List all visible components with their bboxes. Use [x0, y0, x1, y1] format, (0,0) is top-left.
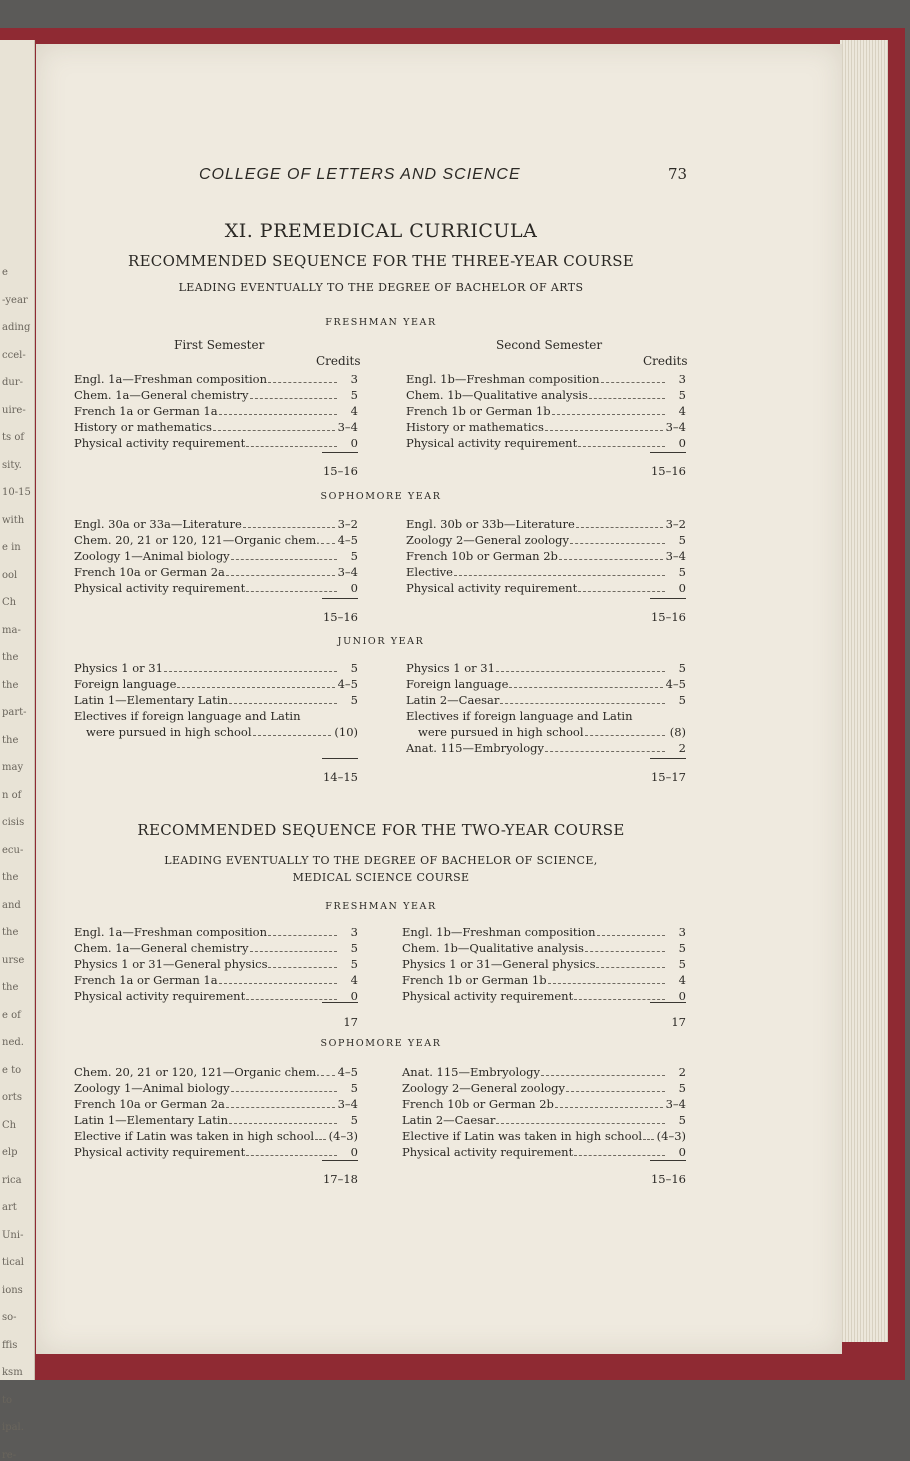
leader-dots: [250, 951, 337, 952]
total-rule: [650, 1160, 686, 1161]
left-page-text-fragment: ma-: [2, 624, 21, 636]
course-credits: 4: [678, 404, 686, 418]
course-row: [74, 972, 358, 988]
leader-dots: [555, 1107, 663, 1108]
course-row: [74, 956, 358, 972]
course-row: [402, 1064, 686, 1080]
course-credits: 3–4: [337, 420, 358, 434]
leader-dots: [570, 543, 665, 544]
course-name: Latin 2—Caesar: [406, 693, 500, 707]
course-row: [74, 1080, 358, 1096]
course-name: Latin 2—Caesar: [402, 1113, 496, 1127]
second-semester-label: Second Semester: [496, 338, 603, 352]
course-credits: 5: [678, 957, 686, 971]
left-page-text-fragment: so-: [2, 1312, 17, 1323]
left-page-text-fragment: ecu-: [2, 844, 24, 856]
course-row: [406, 532, 686, 548]
leader-dots: [578, 591, 665, 592]
leader-dots: [229, 703, 337, 704]
leader-dots: [219, 414, 337, 415]
course-credits: 5: [350, 1113, 358, 1127]
course-name: French 1a or German 1a: [74, 973, 218, 987]
course-row: [74, 435, 358, 451]
course-row: [74, 988, 358, 1004]
leader-dots: [578, 446, 665, 447]
left-page-text-fragment: the: [2, 652, 19, 663]
credits-total: 15–16: [650, 610, 686, 624]
leader-dots: [548, 983, 665, 984]
leader-dots: [315, 1139, 326, 1140]
course-name: Physics 1 or 31: [74, 661, 163, 675]
junior-left-electives-line2: were pursued in high school (10): [86, 725, 358, 739]
book-page: [36, 44, 842, 1354]
three-year-heading: RECOMMENDED SEQUENCE FOR THE THREE-YEAR COURSE: [127, 252, 635, 270]
left-page-text-fragment: cisis: [2, 817, 25, 828]
course-name: Physics 1 or 31: [406, 661, 495, 675]
page-edges: [840, 40, 888, 1342]
course-row: [74, 580, 358, 596]
two-year-heading: RECOMMENDED SEQUENCE FOR THE TWO-YEAR COURSE: [137, 821, 625, 839]
course-name: Engl. 30a or 33a—Literature: [74, 517, 242, 531]
course-row: [406, 387, 686, 403]
course-name: Physical activity requirement: [74, 989, 246, 1003]
credits-total: 17–18: [322, 1172, 358, 1186]
course-row: [402, 1128, 686, 1144]
course-credits: 5: [350, 957, 358, 971]
course-row: [74, 1064, 358, 1080]
two-year-subheading-line2: MEDICAL SCIENCE COURSE: [292, 871, 470, 884]
leader-dots: [541, 1075, 665, 1076]
course-name: Latin 1—Elementary Latin: [74, 1113, 228, 1127]
course-name: Zoology 2—General zoology: [402, 1081, 566, 1095]
first-semester-label: First Semester: [174, 338, 265, 352]
leader-dots: [213, 430, 335, 431]
course-row: [402, 972, 686, 988]
course-credits: 3–4: [337, 565, 358, 579]
course-name: French 10a or German 2a: [74, 1097, 225, 1111]
course-row: [406, 548, 686, 564]
leader-dots: [268, 382, 337, 383]
leader-dots: [559, 559, 663, 560]
leader-dots: [585, 951, 665, 952]
leader-dots: [321, 543, 335, 544]
course-credits: 4–5: [337, 1065, 358, 1079]
leader-dots: [243, 527, 335, 528]
course-name: Engl. 30b or 33b—Literature: [406, 517, 575, 531]
credits-label-right: Credits: [643, 354, 688, 368]
course-name: Zoology 1—Animal biology: [74, 1081, 230, 1095]
leader-dots: [574, 1155, 665, 1156]
left-page-text-fragment: re-: [2, 1449, 17, 1461]
course-name: French 1a or German 1a: [74, 404, 218, 418]
leader-dots: [454, 575, 665, 576]
course-credits: 3–2: [665, 517, 686, 531]
course-row: [402, 988, 686, 1004]
course-row: [402, 924, 686, 940]
course-name: Engl. 1a—Freshman composition: [74, 925, 268, 939]
left-page-text-fragment: ts of: [2, 432, 25, 443]
running-head-title: COLLEGE OF LETTERS AND SCIENCE: [199, 166, 521, 183]
course-name: French 1b or German 1b: [402, 973, 547, 987]
leader-dots: [226, 1107, 335, 1108]
course-row: [406, 660, 686, 676]
course-credits: 5: [678, 693, 686, 707]
left-page-text-fragment: 10-15: [2, 487, 31, 498]
left-page-text-fragment: the: [2, 679, 19, 691]
left-page-text-fragment: Ch: [2, 1119, 17, 1131]
leader-dots: [321, 1075, 335, 1076]
course-row: [74, 676, 358, 692]
course-row: [74, 516, 358, 532]
course-row: [74, 1112, 358, 1128]
course-name: Physical activity requirement: [74, 1145, 246, 1159]
course-row: [406, 419, 686, 435]
left-page-edge: [0, 40, 35, 1461]
course-name: Foreign language: [406, 677, 509, 691]
course-row: [406, 580, 686, 596]
course-row: [402, 1112, 686, 1128]
left-page-text-fragment: part-: [2, 707, 27, 718]
credits-label-left: Credits: [316, 354, 361, 368]
course-row: [406, 692, 686, 708]
course-name: Physics 1 or 31—General physics: [74, 957, 268, 971]
course-name: Anat. 115—Embryology: [402, 1065, 540, 1079]
course-credits: 5: [350, 1081, 358, 1095]
course-name: Physical activity requirement: [406, 581, 578, 595]
course-credits: 3: [678, 372, 686, 386]
junior-right-electives-line2: were pursued in high school (8): [418, 725, 686, 739]
leader-dots: [268, 967, 337, 968]
course-credits: 3: [678, 925, 686, 939]
course-row: [406, 516, 686, 532]
page-number: 73: [668, 165, 688, 183]
course-credits: 4–5: [337, 677, 358, 691]
leader-dots: [246, 591, 337, 592]
course-name: Engl. 1a—Freshman composition: [74, 372, 268, 386]
course-credits: 0: [678, 989, 686, 1003]
left-page-text-fragment: ccel-: [2, 349, 26, 361]
course-row: [74, 1128, 358, 1144]
course-credits: (4–3): [328, 1129, 358, 1143]
course-credits: 4–5: [337, 533, 358, 547]
course-credits: 5: [678, 565, 686, 579]
course-name: Chem. 20, 21 or 120, 121—Organic chem.: [74, 533, 320, 547]
leader-dots: [268, 935, 337, 936]
course-row: [406, 403, 686, 419]
leader-dots: [164, 671, 337, 672]
leader-dots: [496, 1123, 665, 1124]
course-name: French 1b or German 1b: [406, 404, 551, 418]
two-year-sophomore-label: SOPHOMORE YEAR: [320, 1038, 442, 1049]
left-page-text-fragment: urse: [2, 954, 25, 966]
course-credits: 3–4: [665, 549, 686, 563]
left-page-text-fragment: Ch: [2, 597, 17, 608]
course-credits: 5: [350, 549, 358, 563]
leader-dots: [219, 983, 337, 984]
junior-right-electives-line1: Electives if foreign language and Latin: [406, 709, 633, 723]
course-name: Elective if Latin was taken in high school: [402, 1129, 643, 1143]
credits-total: 17: [671, 1015, 686, 1029]
course-credits: 5: [678, 661, 686, 675]
leader-dots: [246, 999, 337, 1000]
leader-dots: [226, 575, 335, 576]
course-credits: 3–4: [665, 1097, 686, 1111]
course-credits: 4: [678, 973, 686, 987]
course-row: [74, 419, 358, 435]
course-credits: 5: [678, 388, 686, 402]
leader-dots: [177, 687, 334, 688]
total-rule: [650, 452, 686, 453]
left-page-text-fragment: e of: [2, 1009, 21, 1021]
course-credits: 0: [678, 581, 686, 595]
left-page-text-fragment: to: [2, 1394, 13, 1406]
course-name: Physics 1 or 31—General physics: [402, 957, 596, 971]
course-row: [74, 924, 358, 940]
course-name: Chem. 1a—General chemistry: [74, 388, 249, 402]
course-row: [74, 1144, 358, 1160]
course-name: French 10a or German 2a: [74, 565, 225, 579]
course-name: Physical activity requirement: [74, 581, 246, 595]
total-rule: [322, 452, 358, 453]
left-page-text-fragment: with: [2, 514, 25, 526]
left-page-text-fragment: rica: [2, 1174, 22, 1186]
left-page-text-fragment: dur-: [2, 377, 24, 388]
course-credits: 0: [678, 1145, 686, 1159]
course-row: [402, 940, 686, 956]
left-page-text-fragment: the: [2, 872, 19, 883]
course-row: [74, 692, 358, 708]
junior-left-electives-line1: Electives if foreign language and Latin: [74, 709, 301, 723]
left-page-text-fragment: uire-: [2, 404, 26, 416]
left-page-text-fragment: ffis: [2, 1339, 18, 1351]
course-name: Zoology 2—General zoology: [406, 533, 570, 547]
course-name: Chem. 1b—Qualitative analysis: [406, 388, 588, 402]
course-credits: 5: [678, 533, 686, 547]
left-page-text-fragment: ions: [2, 1284, 23, 1296]
three-year-sophomore-label: SOPHOMORE YEAR: [320, 491, 442, 502]
course-credits: 3: [350, 372, 358, 386]
course-name: French 10b or German 2b: [402, 1097, 554, 1111]
leader-dots: [597, 935, 665, 936]
three-year-subheading: LEADING EVENTUALLY TO THE DEGREE OF BACHELOR OF ARTS: [178, 281, 584, 294]
left-page-text-fragment: ool: [2, 569, 18, 581]
left-page-text-fragment: may: [2, 762, 24, 773]
left-page-text-fragment: sity.: [2, 459, 22, 471]
two-year-subheading-line1: LEADING EVENTUALLY TO THE DEGREE OF BACHELOR OF SCIENCE,: [164, 854, 598, 867]
leader-dots: [589, 398, 665, 399]
left-page-text-fragment: ned.: [2, 1037, 24, 1048]
left-page-text-fragment: and: [2, 899, 21, 911]
total-rule: [322, 758, 358, 759]
credits-total: 15–16: [322, 610, 358, 624]
course-credits: 5: [678, 1113, 686, 1127]
course-name: History or mathematics: [406, 420, 544, 434]
left-page-text-fragment: the: [2, 734, 19, 746]
course-row: [406, 435, 686, 451]
left-page-text-fragment: ksm: [2, 1367, 23, 1378]
course-credits: 5: [678, 1081, 686, 1095]
course-credits: 3–4: [665, 420, 686, 434]
credits-total: 15–17: [650, 770, 686, 784]
left-page-text-fragment: e to: [2, 1064, 22, 1076]
total-rule: [650, 758, 686, 759]
course-row: [402, 1080, 686, 1096]
leader-dots: [552, 414, 665, 415]
leader-dots: [601, 382, 665, 383]
course-credits: 3–4: [337, 1097, 358, 1111]
course-row: [74, 371, 358, 387]
leader-dots: [500, 703, 665, 704]
total-rule: [322, 1002, 358, 1003]
course-name: Chem. 20, 21 or 120, 121—Organic chem.: [74, 1065, 320, 1079]
course-name: Physical activity requirement: [74, 436, 246, 450]
two-year-freshman-label: FRESHMAN YEAR: [325, 901, 437, 912]
leader-dots: [250, 398, 337, 399]
course-name: French 10b or German 2b: [406, 549, 558, 563]
left-page-text-fragment: e: [2, 267, 8, 278]
credits-total: 15–16: [322, 464, 358, 478]
course-row: [74, 387, 358, 403]
leader-dots: [566, 1091, 665, 1092]
total-rule: [322, 1160, 358, 1161]
left-page-text-fragment: orts: [2, 1092, 22, 1103]
course-credits: 0: [350, 989, 358, 1003]
course-credits: 5: [350, 941, 358, 955]
leader-dots: [509, 687, 662, 688]
leader-dots: [596, 967, 665, 968]
left-page-text-fragment: the: [2, 927, 19, 938]
section-title: XI. PREMEDICAL CURRICULA: [224, 220, 538, 242]
credits-total: 15–16: [650, 464, 686, 478]
leader-dots: [231, 1091, 337, 1092]
course-name: Elective if Latin was taken in high school: [74, 1129, 315, 1143]
left-page-text-fragment: ading: [2, 322, 31, 333]
course-row: [74, 532, 358, 548]
leader-dots: [496, 671, 665, 672]
left-page-text-fragment: -year: [2, 294, 28, 306]
leader-dots: [576, 527, 663, 528]
total-rule: [650, 1002, 686, 1003]
left-page-text-fragment: the: [2, 982, 19, 993]
credits-total: 17: [343, 1015, 358, 1029]
course-name: Chem. 1b—Qualitative analysis: [402, 941, 584, 955]
course-credits: (4–3): [656, 1129, 686, 1143]
leader-dots: [545, 430, 663, 431]
course-name: History or mathematics: [74, 420, 212, 434]
left-page-text-fragment: ipal.: [2, 1422, 24, 1433]
course-row: [74, 548, 358, 564]
leader-dots: [574, 999, 665, 1000]
course-name: Engl. 1b—Freshman composition: [406, 372, 600, 386]
course-name: Latin 1—Elementary Latin: [74, 693, 228, 707]
total-rule: [322, 598, 358, 599]
credits-total: 14–15: [322, 770, 358, 784]
course-credits: 4: [350, 973, 358, 987]
course-credits: 4: [350, 404, 358, 418]
course-credits: 4–5: [665, 677, 686, 691]
left-page-text-fragment: elp: [2, 1147, 18, 1158]
leader-dots: [231, 559, 337, 560]
left-page-text-fragment: art: [2, 1202, 17, 1213]
course-credits: 5: [350, 388, 358, 402]
course-row: [74, 403, 358, 419]
three-year-freshman-label: FRESHMAN YEAR: [325, 317, 437, 328]
course-credits: 5: [350, 693, 358, 707]
credits-total: 15–16: [650, 1172, 686, 1186]
course-name: Physical activity requirement: [406, 436, 578, 450]
course-row: [402, 956, 686, 972]
left-page-text-fragment: Uni-: [2, 1229, 24, 1241]
course-name: Physical activity requirement: [402, 989, 574, 1003]
course-credits: 0: [350, 581, 358, 595]
three-year-junior-label: JUNIOR YEAR: [337, 636, 425, 647]
course-name: Zoology 1—Animal biology: [74, 549, 230, 563]
course-credits: 0: [350, 1145, 358, 1159]
left-page-text-fragment: tical: [2, 1257, 24, 1268]
course-credits: 2: [678, 1065, 686, 1079]
course-credits: 5: [678, 941, 686, 955]
course-credits: 5: [350, 661, 358, 675]
leader-dots: [246, 446, 337, 447]
leader-dots: [643, 1139, 654, 1140]
course-credits: 3: [350, 925, 358, 939]
course-name: Foreign language: [74, 677, 177, 691]
course-credits: 3–2: [337, 517, 358, 531]
junior-right-embryology: Anat. 115—Embryology 2: [406, 741, 686, 755]
left-page-text-fragment: n of: [2, 789, 22, 801]
course-name: Elective: [406, 565, 453, 579]
course-row: [402, 1096, 686, 1112]
course-row: [402, 1144, 686, 1160]
left-page-text-fragment: e in: [2, 542, 21, 553]
course-row: [74, 1096, 358, 1112]
course-row: [74, 564, 358, 580]
leader-dots: [229, 1123, 337, 1124]
course-name: Physical activity requirement: [402, 1145, 574, 1159]
total-rule: [650, 598, 686, 599]
course-row: [406, 371, 686, 387]
course-row: [406, 676, 686, 692]
course-name: Chem. 1a—General chemistry: [74, 941, 249, 955]
course-credits: 0: [678, 436, 686, 450]
course-row: [74, 940, 358, 956]
course-row: [406, 564, 686, 580]
leader-dots: [246, 1155, 337, 1156]
course-name: Engl. 1b—Freshman composition: [402, 925, 596, 939]
course-row: [74, 660, 358, 676]
course-credits: 0: [350, 436, 358, 450]
